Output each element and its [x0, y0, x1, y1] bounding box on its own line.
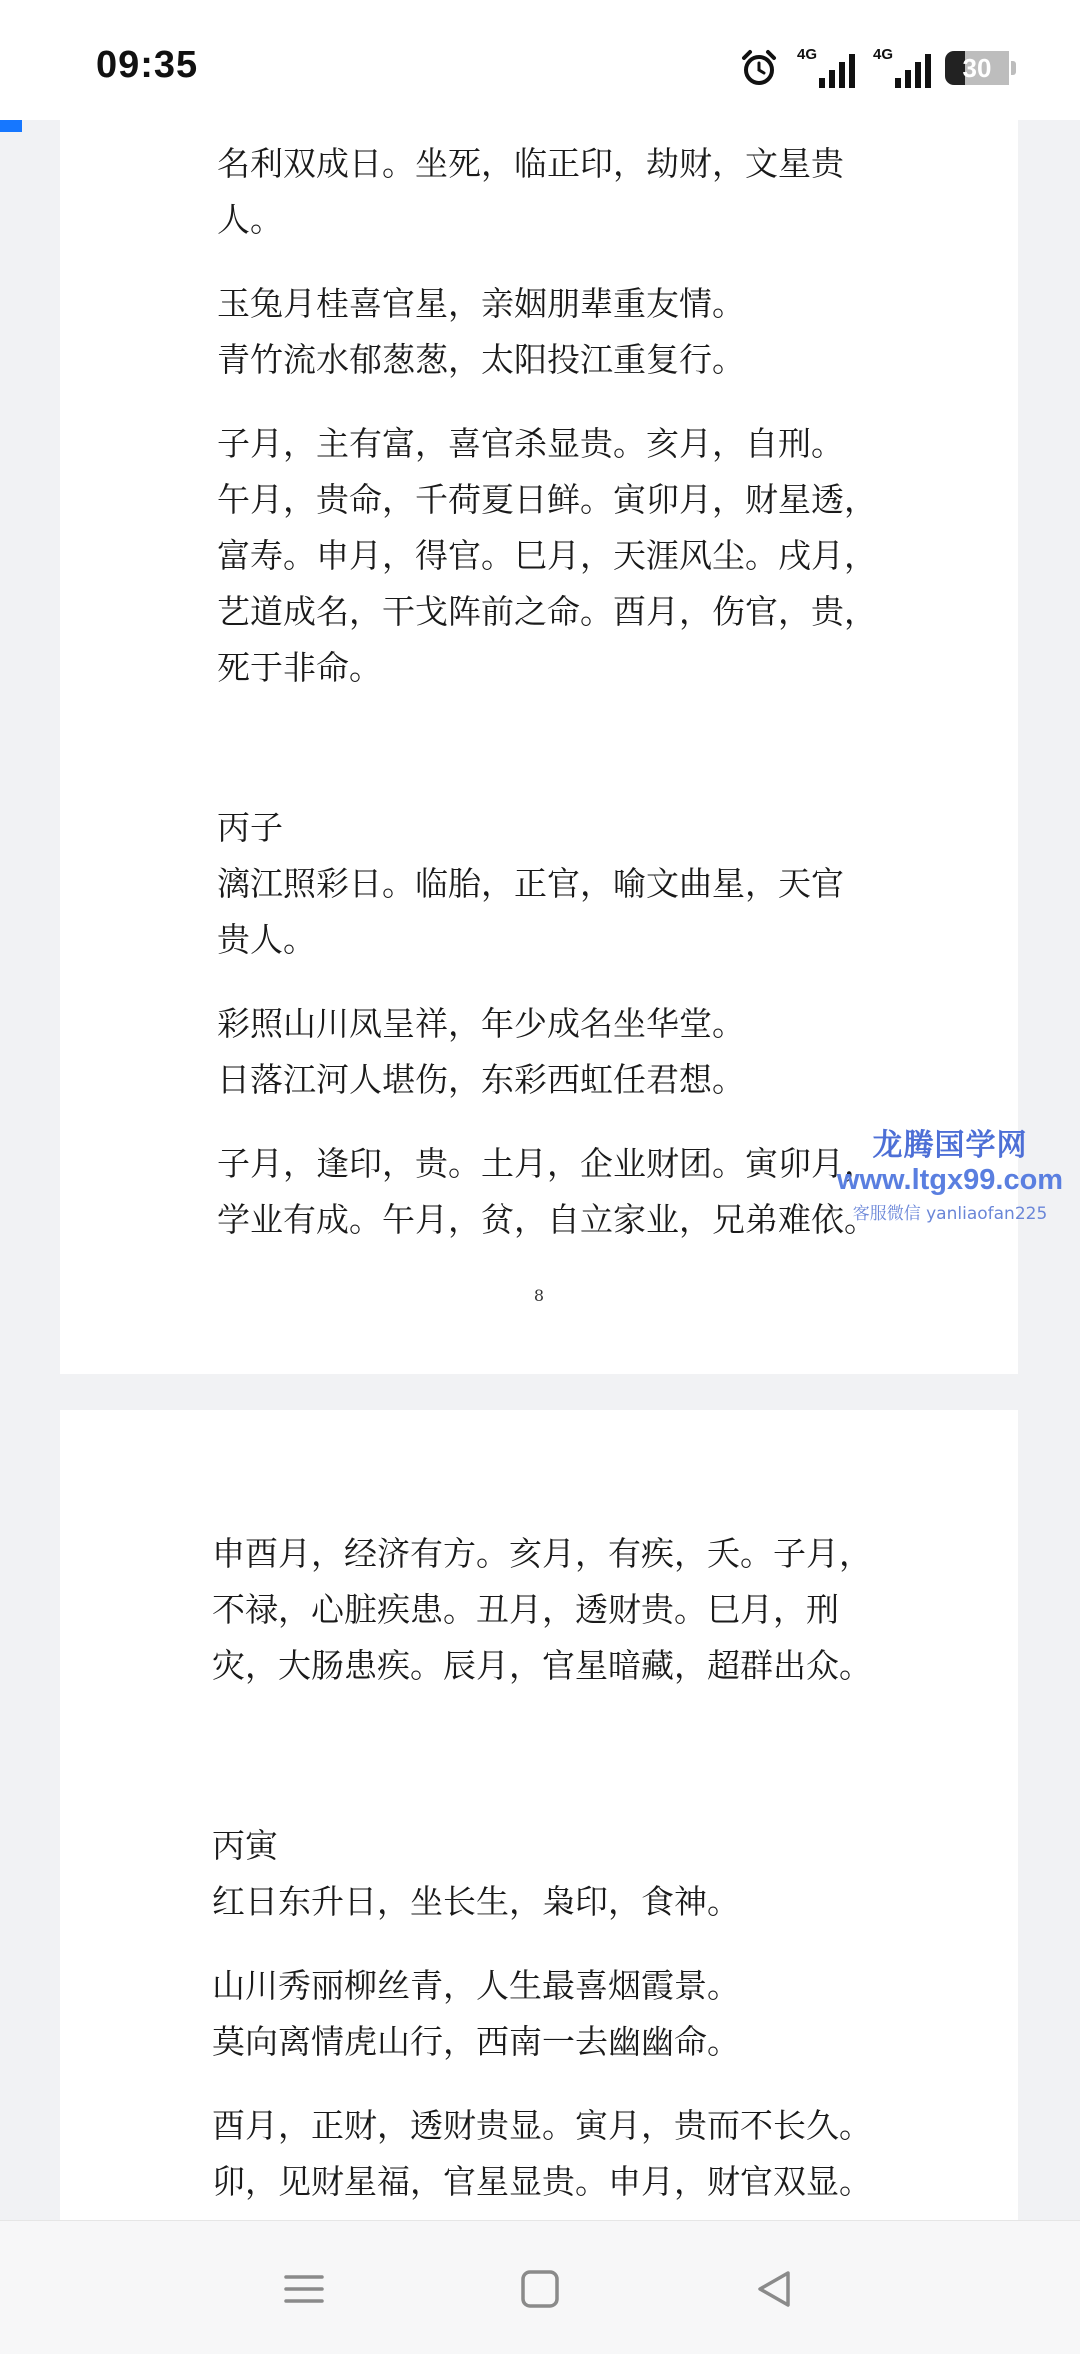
signal-icon — [793, 48, 855, 88]
document-page — [60, 1410, 1018, 2310]
network-type-2: 4G — [873, 46, 894, 63]
page-text — [217, 800, 937, 1276]
page-text — [212, 1526, 932, 1722]
paragraph — [212, 1874, 932, 1930]
text-line: 死于非命。 — [217, 648, 382, 687]
paragraph — [212, 1958, 932, 2070]
paragraph — [217, 996, 937, 1108]
text-line: 玉兔月桂喜官星，亲姻朋辈重友情。 — [217, 284, 745, 323]
status-bar — [0, 0, 1080, 120]
paragraph — [217, 416, 937, 696]
text-line: 灾，大肠患疾。辰月，官星暗藏，超群出众。 — [212, 1646, 872, 1685]
document-viewer[interactable] — [0, 120, 1080, 2220]
text-line: 申酉月，经济有方。亥月，有疾，夭。子月， — [212, 1534, 872, 1573]
watermark-contact: 客服微信 yanliaofan225 — [852, 1204, 1048, 1224]
page-number: 8 — [533, 1286, 545, 1305]
text-line: 贵人。 — [217, 920, 316, 959]
text-line: 漓江照彩日。临胎，正官，喻文曲星，天官 — [217, 864, 844, 903]
text-line: 艺道成名，干戈阵前之命。酉月，伤官，贵， — [217, 592, 877, 631]
home-icon[interactable] — [512, 2261, 568, 2317]
battery-icon — [945, 51, 1009, 85]
back-icon[interactable] — [746, 2261, 802, 2317]
reading-progress-indicator — [0, 120, 22, 132]
text-line: 富寿。申月，得官。巳月，天涯风尘。戌月， — [217, 536, 877, 575]
text-line: 午月，贵命，千荷夏日鲜。寅卯月，财星透， — [217, 480, 877, 519]
watermark-url: www.ltgx99.com — [836, 1164, 1064, 1196]
signal-icon — [869, 48, 931, 88]
text-line: 学业有成。午月，贫，自立家业，兄弟难依。 — [217, 1200, 877, 1239]
text-line: 青竹流水郁葱葱，太阳投江重复行。 — [217, 340, 745, 379]
paragraph — [217, 276, 937, 388]
text-line: 山川秀丽柳丝青，人生最喜烟霞景。 — [212, 1966, 740, 2005]
text-line: 人。 — [217, 200, 283, 239]
text-line: 子月，逢印，贵。土月，企业财团。寅卯月， — [217, 1144, 877, 1183]
text-line: 日落江河人堪伤，东彩西虹任君想。 — [217, 1060, 745, 1099]
text-line: 子月，主有富，喜官杀显贵。亥月，自刑。 — [217, 424, 844, 463]
section-heading: 丙子 — [217, 808, 283, 847]
text-line: 卯，见财星福，官星显贵。申月，财官双显。 — [212, 2162, 872, 2201]
text-line: 莫向离情虎山行，西南一去幽幽命。 — [212, 2022, 740, 2061]
text-line: 不禄，心脏疾患。丑月，透财贵。巳月，刑 — [212, 1590, 839, 1629]
paragraph — [217, 136, 937, 248]
watermark — [830, 1120, 1070, 1224]
status-icons — [739, 46, 1016, 90]
network-type-1: 4G — [797, 46, 818, 63]
alarm-icon — [739, 48, 779, 88]
page-text — [217, 136, 937, 724]
paragraph — [217, 856, 937, 968]
navigation-bar — [0, 2220, 1080, 2354]
paragraph — [217, 1136, 937, 1248]
text-line: 彩照山川凤呈祥，年少成名坐华堂。 — [217, 1004, 745, 1043]
battery-level: 30 — [962, 53, 992, 83]
paragraph — [212, 1526, 932, 1694]
menu-icon[interactable] — [276, 2261, 332, 2317]
clock-time: 09:35 — [96, 44, 199, 86]
watermark-name: 龙腾国学网 — [872, 1128, 1028, 1163]
text-line: 酉月，正财，透财贵显。寅月，贵而不长久。 — [212, 2106, 872, 2145]
text-line: 名利双成日。坐死，临正印，劫财，文星贵 — [217, 144, 844, 183]
section-heading: 丙寅 — [212, 1826, 278, 1865]
text-line: 红日东升日，坐长生，枭印，食神。 — [212, 1882, 740, 1921]
